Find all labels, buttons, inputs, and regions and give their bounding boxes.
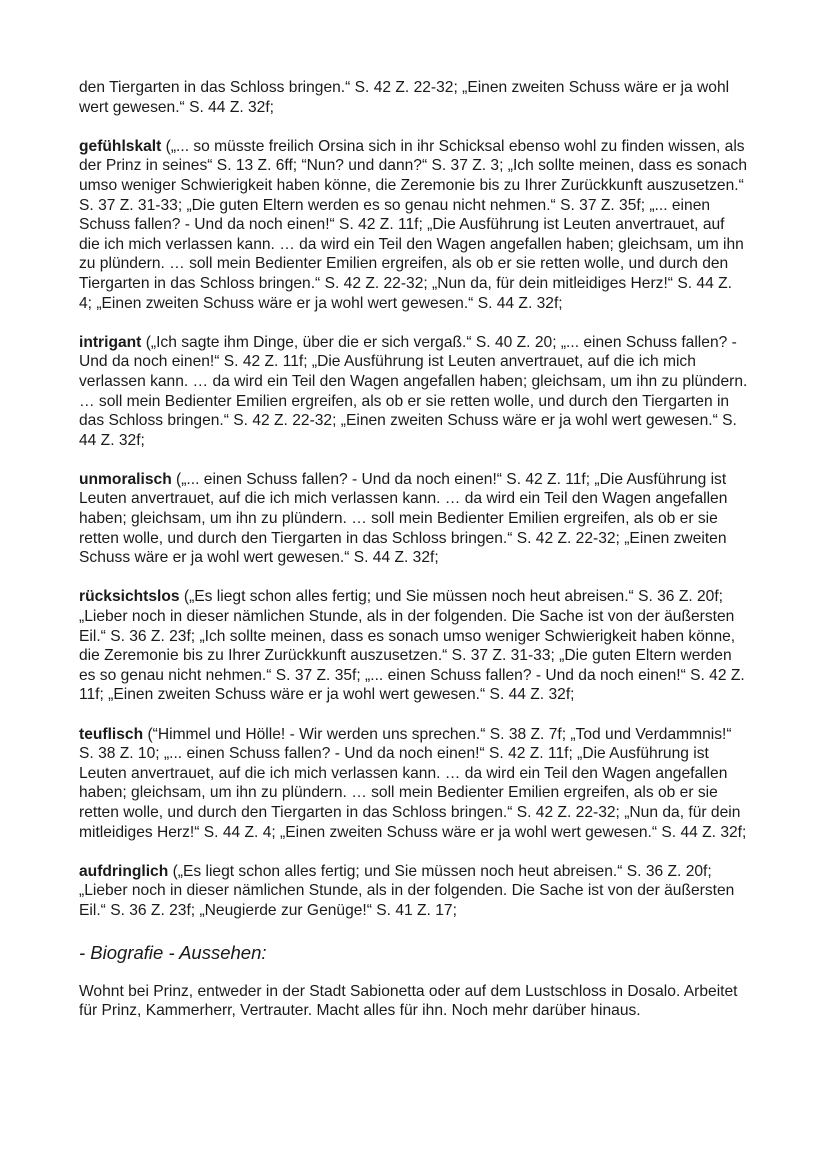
entry-term: intrigant (79, 333, 142, 351)
entry-quotes: (“Himmel und Hölle! - Wir werden uns sprechen.“ S. 38 Z. 7f; „Tod und Verdammnis!“ S. 38 Z. 10; „... einen Schuss fallen? - Und da noch einen!“ S. 42 Z. 11f; „Die Ausführung ist Leuten anvertrauet, auf die ich mich verlassen kann. … da wird ein Teil den Wagen angefallen haben; gleichsam, um ihn zu plündern. … soll mein Bedienter Emilien ergreifen, als ob er sie retten wolle, und durch den Tiergarten in das Schloss bringen.“ S. 42 Z. 22-32; „Nun da, für dein mitleidiges Herz!“ S. 44 Z. 4; „Einen zweiten Schuss wäre er ja wohl wert gewesen.“ S. 44 Z. 32f; (79, 725, 747, 841)
bio-paragraph: Wohnt bei Prinz, entweder in der Stadt Sabionetta oder auf dem Lustschloss in Dosalo. Arbeitet für Prinz, Kammerherr, Vertrauter. Macht alles für ihn. Noch mehr darüber hinaus. (79, 982, 738, 1020)
entry-gefuehlskalt (79, 137, 749, 313)
document-page (79, 78, 749, 1021)
entry-quotes: („Es liegt schon alles fertig; und Sie müssen noch heut abreisen.“ S. 36 Z. 20f; „Lieber noch in dieser nämlichen Stunde, als in der folgenden. Die Sache ist von der äußersten Eil.“ S. 36 Z. 23f; „Neugierde zur Genüge!“ S. 41 Z. 17; (79, 862, 735, 919)
entry-quotes: („Es liegt schon alles fertig; und Sie müssen noch heut abreisen.“ S. 36 Z. 20f; „Lieber noch in dieser nämlichen Stunde, als in der folgenden. Die Sache ist von der äußersten Eil.“ S. 36 Z. 23f; „Ich sollte meinen, dass es sonach umso weniger Schwierigkeit haben könne, die Zeremonie bis zu Ihrer Zurückkunft auszusetzen.“ S. 37 Z. 31-33; „Die guten Eltern werden es so genau nicht nehmen.“ S. 37 Z. 35f; „... einen Schuss fallen? - Und da noch einen!“ S. 42 Z. 11f; „Einen zweiten Schuss wäre er ja wohl wert gewesen.“ S. 44 Z. 32f; (79, 588, 745, 704)
entry-teuflisch (79, 725, 749, 843)
entry-term: teuflisch (79, 725, 144, 743)
entry-term: gefühlskalt (79, 137, 162, 155)
entry-term: unmoralisch (79, 470, 172, 488)
entry-quotes: („Ich sagte ihm Dinge, über die er sich vergaß.“ S. 40 Z. 20; „... einen Schuss fallen? - Und da noch einen!“ S. 42 Z. 11f; „Die Ausführung ist Leuten anvertrauet, auf die ich mich verlassen kann. … da wird ein Teil den Wagen angefallen haben; gleichsam, um ihn zu plündern. … soll mein Bedienter Emilien ergreifen, als ob er sie retten wolle, und durch den Tiergarten in das Schloss bringen.“ S. 42 Z. 22-32; „Einen zweiten Schuss wäre er ja wohl wert gewesen.“ S. 44 Z. 32f; (79, 333, 748, 449)
section-heading: - Biografie - Aussehen: (79, 941, 267, 963)
entry-unmoralisch (79, 470, 749, 568)
entry-ruecksichtslos (79, 587, 749, 705)
entry-intrigant (79, 333, 749, 451)
entry-term: rücksichtslos (79, 588, 180, 606)
entry-quotes: („... so müsste freilich Orsina sich in ihr Schicksal ebenso wohl zu finden wissen, als der Prinz in seines“ S. 13 Z. 6ff; “Nun? und dann?“ S. 37 Z. 3; „Ich sollte meinen, dass es sonach umso weniger Schwierigkeit haben könne, die Zeremonie bis zu Ihrer Zurückkunft auszusetzen.“ S. 37 Z. 31-33; „Die guten Eltern werden es so genau nicht nehmen.“ S. 37 Z. 35f; „... einen Schuss fallen? - Und da noch einen!“ S. 42 Z. 11f; „Die Ausführung ist Leuten anvertrauet, auf die ich mich verlassen kann. … da wird ein Teil den Wagen angefallen haben; gleichsam, um ihn zu plündern. … soll mein Bedienter Emilien ergreifen, als ob er sie retten wolle, und durch den Tiergarten in das Schloss bringen.“ S. 42 Z. 22-32; „Nun da, für dein mitleidiges Herz!“ S. 44 Z. 4; „Einen zweiten Schuss wäre er ja wohl wert gewesen.“ S. 44 Z. 32f; (79, 137, 747, 312)
entry-aufdringlich (79, 862, 749, 921)
entry-quotes: („... einen Schuss fallen? - Und da noch einen!“ S. 42 Z. 11f; „Die Ausführung ist Leuten anvertrauet, auf die ich mich verlassen kann. … da wird ein Teil den Wagen angefallen haben; gleichsam, um ihn zu plündern. … soll mein Bedienter Emilien ergreifen, als ob er sie retten wolle, und durch den Tiergarten in das Schloss bringen.“ S. 42 Z. 22-32; „Einen zweiten Schuss wäre er ja wohl wert gewesen.“ S. 44 Z. 32f; (79, 470, 728, 567)
entry-term: aufdringlich (79, 862, 169, 880)
intro-paragraph: den Tiergarten in das Schloss bringen.“ S. 42 Z. 22-32; „Einen zweiten Schuss wäre er ja wohl wert gewesen.“ S. 44 Z. 32f; (79, 79, 730, 116)
